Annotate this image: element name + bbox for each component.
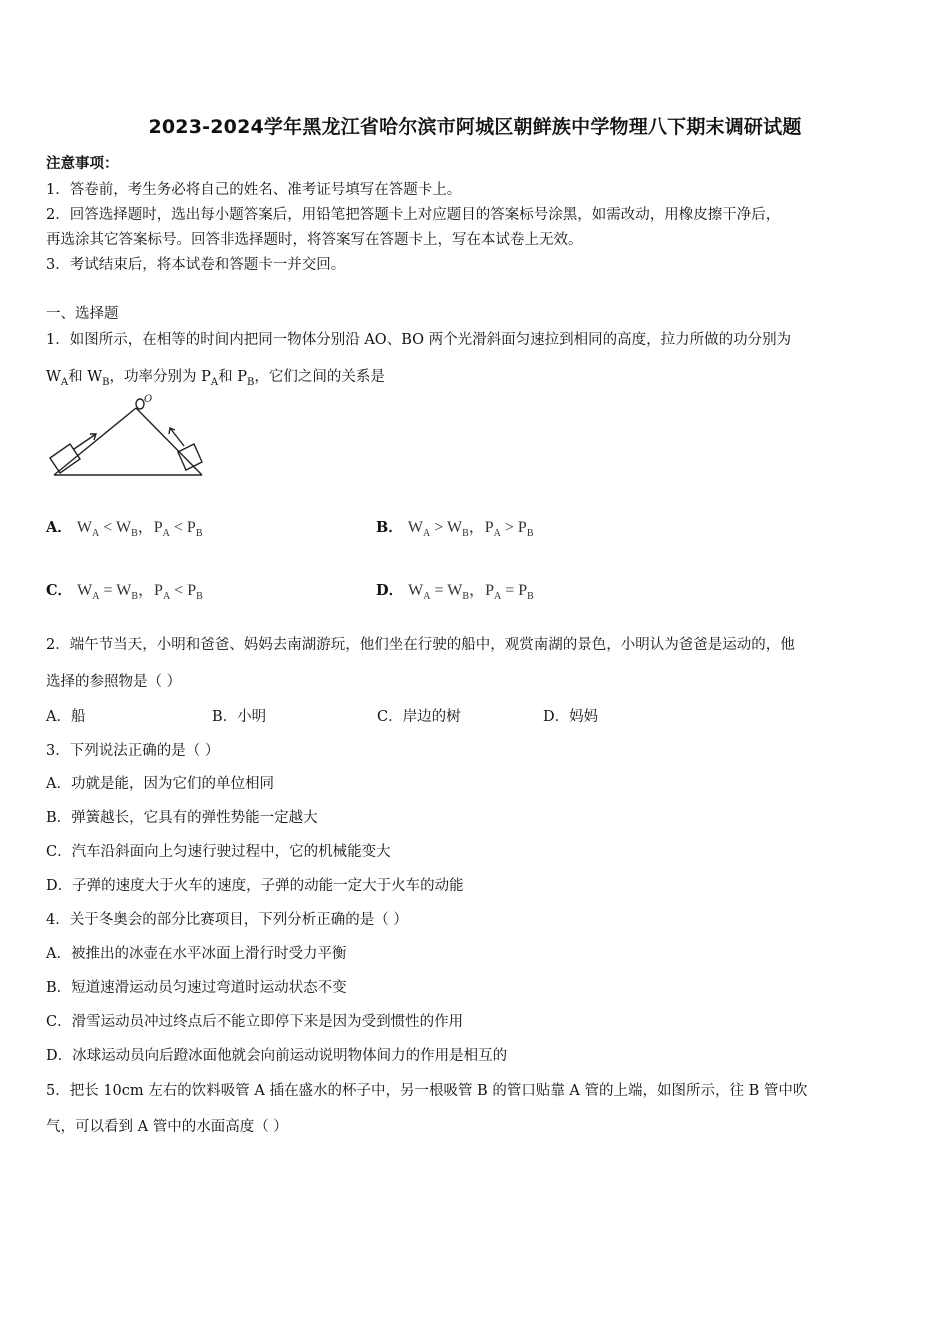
q4-option-c[interactable]: C．滑雪运动员冲过终点后不能立即停下来是因为受到惯性的作用 (46, 1014, 464, 1030)
q3-option-d[interactable]: D．子弹的速度大于火车的速度，子弹的动能一定大于火车的动能 (46, 878, 464, 894)
q2-option-b[interactable]: B．小明 (212, 709, 267, 725)
q4-option-d[interactable]: D．冰球运动员向后蹬冰面他就会向前运动说明物体间力的作用是相互的 (46, 1048, 508, 1064)
notice-item: 3．考试结束后，将本试卷和答题卡一并交回。 (46, 257, 346, 273)
q3-option-b[interactable]: B．弹簧越长，它具有的弹性势能一定越大 (46, 810, 318, 826)
q2-option-c[interactable]: C．岸边的树 (377, 709, 461, 725)
incline-bo (136, 408, 202, 475)
notice-item: 1．答卷前，考生务必将自己的姓名、准考证号填写在答题卡上。 (46, 182, 462, 198)
notice-item: 再选涂其它答案标号。回答非选择题时，将答案写在答题卡上，写在本试卷上无效。 (46, 232, 583, 248)
q3-option-a[interactable]: A．功就是能，因为它们的单位相同 (46, 776, 274, 792)
q3-stem: 3．下列说法正确的是（ ） (46, 743, 220, 759)
incline-figure (44, 394, 214, 484)
notice-item: 2．回答选择题时，选出每小题答案后，用铅笔把答题卡上对应题目的答案标号涂黑，如需改动，用橡皮擦干净后， (46, 207, 781, 223)
label-o: O (144, 394, 153, 405)
page-title: 2023-2024学年黑龙江省哈尔滨市阿城区朝鲜族中学物理八下期末调研试题 (148, 116, 802, 138)
q4-stem: 4．关于冬奥会的部分比赛项目，下列分析正确的是（ ） (46, 912, 408, 928)
q2-option-d[interactable]: D．妈妈 (543, 709, 599, 725)
q1-stem-line2: $W_A$和 $W_B$，功率分别为 $P_A$和 $P_B$，它们之间的关系是 (46, 369, 385, 388)
notice-heading: 注意事项： (46, 155, 119, 172)
block-b (178, 444, 202, 470)
q5-stem-line2: 气，可以看到 A 管中的水面高度（ ） (46, 1119, 288, 1135)
pulley-o (136, 399, 144, 409)
q2-stem-line1: 2．端午节当天，小明和爸爸、妈妈去南湖游玩，他们坐在行驶的船中，观赏南湖的景色，小明认为爸爸是运动的，他 (46, 637, 795, 653)
q4-option-b[interactable]: B．短道速滑运动员匀速过弯道时运动状态不变 (46, 980, 347, 996)
q1-option-a[interactable]: A． $W_A < W_B$，$P_A < P_B$ (46, 519, 203, 540)
section-heading: 一、选择题 (46, 306, 119, 322)
q1-option-c[interactable]: C． $W_A = W_B$，$P_A < P_B$ (46, 582, 203, 603)
q1-option-d[interactable]: D． $W_A = W_B$，$P_A = P_B$ (376, 582, 534, 603)
q2-stem-line2: 选择的参照物是（ ） (46, 674, 182, 690)
q3-option-c[interactable]: C．汽车沿斜面向上匀速行驶过程中，它的机械能变大 (46, 844, 391, 860)
q2-option-a[interactable]: A．船 (46, 709, 86, 725)
incline-ao (54, 408, 136, 475)
q1-option-b[interactable]: B． $W_A > W_B$，$P_A > P_B$ (376, 519, 534, 540)
q1-stem-line1: 1．如图所示，在相等的时间内把同一物体分别沿 AO、BO 两个光滑斜面匀速拉到相同的高度，拉力所做的功分别为 (46, 332, 792, 348)
q5-stem-line1: 5．把长 10cm 左右的饮料吸管 A 插在盛水的杯子中，另一根吸管 B 的管口贴靠 A 管的上端，如图所示，往 B 管中吹 (46, 1083, 808, 1099)
q4-option-a[interactable]: A．被推出的冰壶在水平冰面上滑行时受力平衡 (46, 946, 347, 962)
